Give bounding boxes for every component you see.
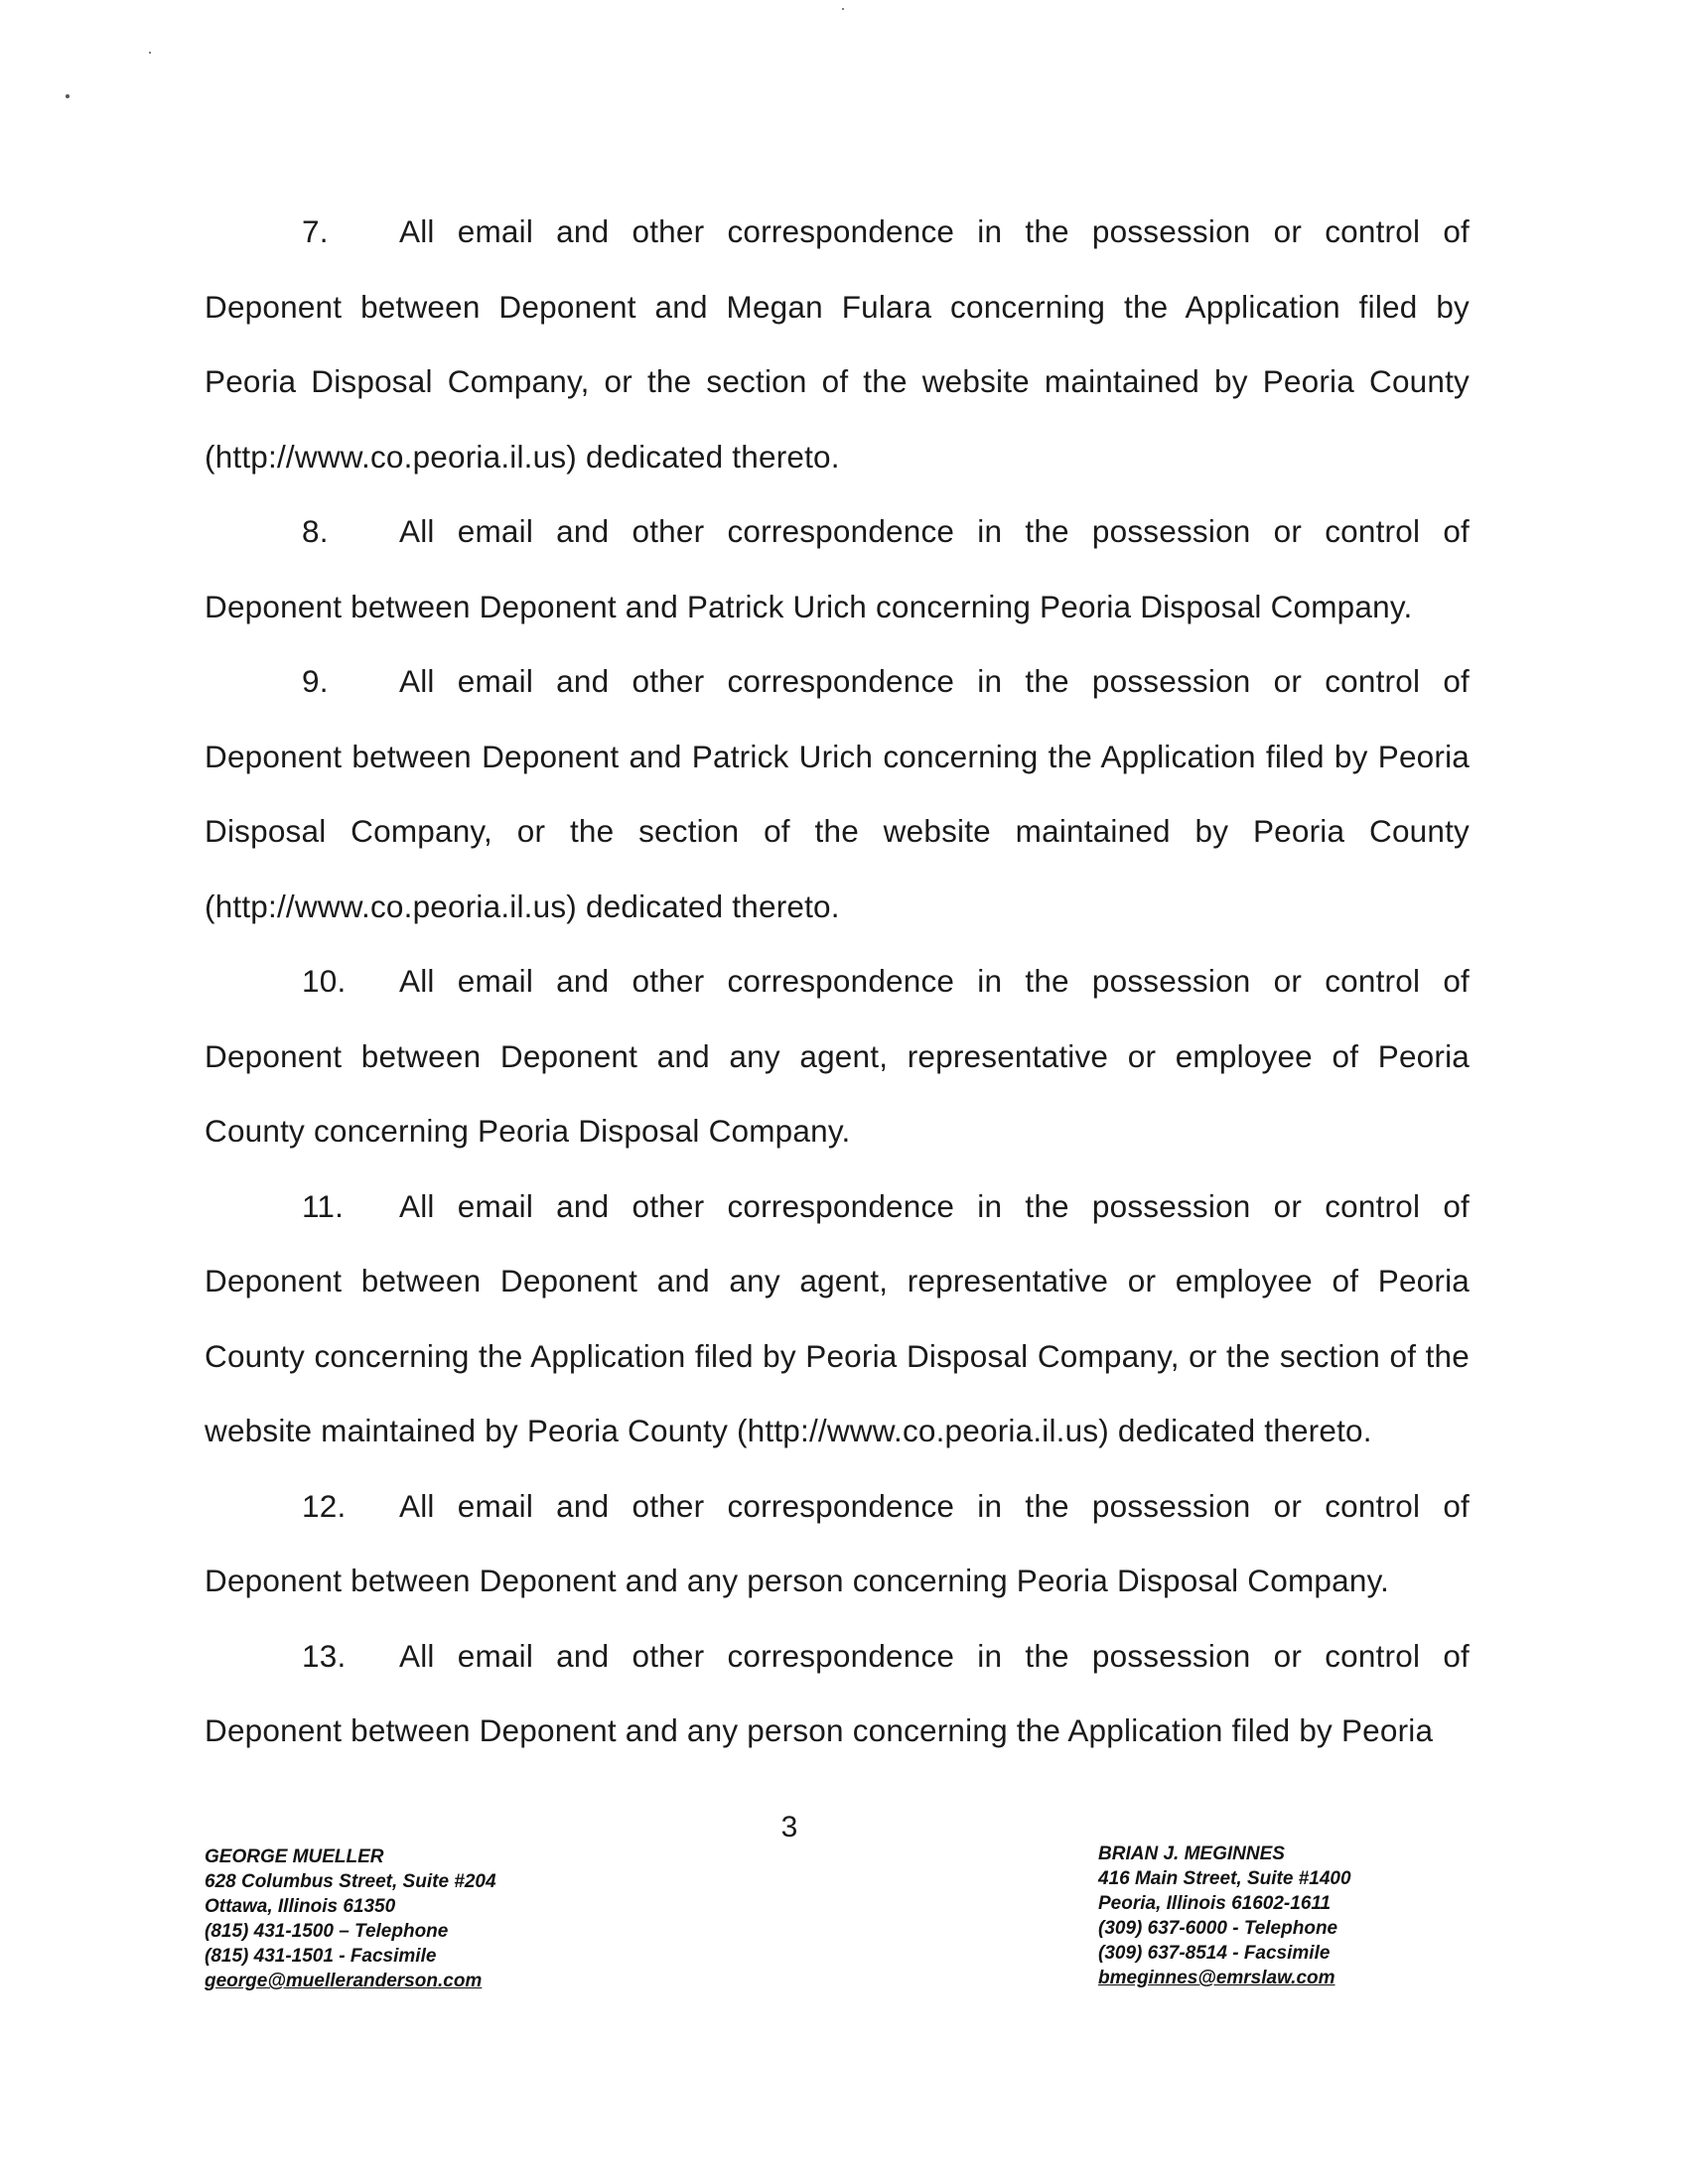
paragraph-13 — [205, 1619, 1470, 1769]
footer-address-left — [205, 1844, 496, 1993]
paragraph-number: 8. — [302, 513, 329, 549]
facsimile: (815) 431-1501 - Facsimile — [205, 1946, 437, 1967]
paragraph-text: All email and other correspondence in the possession or control of Deponent between Deponent and any person concerning Peoria Disposal Company. — [205, 1487, 1470, 1598]
telephone: (815) 431-1500 – Telephone — [205, 1921, 449, 1942]
facsimile: (309) 637-8514 - Facsimile — [1098, 1943, 1331, 1964]
paragraph-text: All email and other correspondence in the possession or control of Deponent between Deponent and any person concerning the Application filed by Peoria — [205, 1637, 1470, 1748]
scan-speck — [149, 52, 151, 54]
paragraph-text: All email and other correspondence in the possession or control of Deponent between Deponent and Patrick Urich concerning the Application filed by Peoria Disposal Company, or the section of the website maintained by Peoria County (http://www.co.peoria.il.us) dedicated thereto. — [205, 663, 1470, 924]
paragraph-number: 11. — [302, 1187, 345, 1224]
paragraph-11 — [205, 1169, 1470, 1469]
street-address: 416 Main Street, Suite #1400 — [1098, 1868, 1351, 1889]
city-state-zip: Ottawa, Illinois 61350 — [205, 1896, 396, 1917]
paragraph-text: All email and other correspondence in the possession or control of Deponent between Deponent and Patrick Urich concerning Peoria Disposal Company. — [205, 513, 1470, 624]
paragraph-text: All email and other correspondence in the possession or control of Deponent between Deponent and any agent, representative or employee of Peoria County concerning Peoria Disposal Company. — [205, 963, 1470, 1149]
street-address: 628 Columbus Street, Suite #204 — [205, 1871, 496, 1892]
page-number: 3 — [780, 1811, 798, 1843]
paragraph-number: 12. — [302, 1487, 347, 1524]
email-link[interactable]: george@muelleranderson.com — [205, 1971, 483, 1991]
attorney-name: GEORGE MUELLER — [205, 1846, 384, 1867]
paragraph-text: All email and other correspondence in the possession or control of Deponent between Deponent and Megan Fulara concerning the Application filed by Peoria Disposal Company, or the section of the website maintained by Peoria County (http://www.co.peoria.il.us) dedicated thereto. — [205, 213, 1470, 475]
footer-address-right — [1098, 1842, 1351, 1990]
scan-speck — [842, 8, 844, 10]
paragraph-12 — [205, 1469, 1470, 1619]
paragraph-number: 9. — [302, 663, 329, 699]
email-link[interactable]: bmeginnes@emrslaw.com — [1098, 1968, 1335, 1988]
attorney-name: BRIAN J. MEGINNES — [1098, 1843, 1285, 1864]
document-body — [205, 195, 1470, 1769]
paragraph-text: All email and other correspondence in the possession or control of Deponent between Deponent and any agent, representative or employee of Peoria County concerning the Application filed by Peoria Disposal Company, or the section of the website maintained by Peoria County (http://www.co.peoria.il.us) dedicated thereto. — [205, 1187, 1470, 1448]
city-state-zip: Peoria, Illinois 61602-1611 — [1098, 1893, 1332, 1914]
paragraph-10 — [205, 944, 1470, 1169]
paragraph-number: 13. — [302, 1637, 347, 1674]
scan-speck — [66, 94, 70, 98]
paragraph-8 — [205, 494, 1470, 644]
paragraph-9 — [205, 644, 1470, 944]
paragraph-number: 10. — [302, 963, 347, 999]
paragraph-number: 7. — [302, 213, 329, 249]
paragraph-7 — [205, 195, 1470, 494]
telephone: (309) 637-6000 - Telephone — [1098, 1918, 1338, 1939]
